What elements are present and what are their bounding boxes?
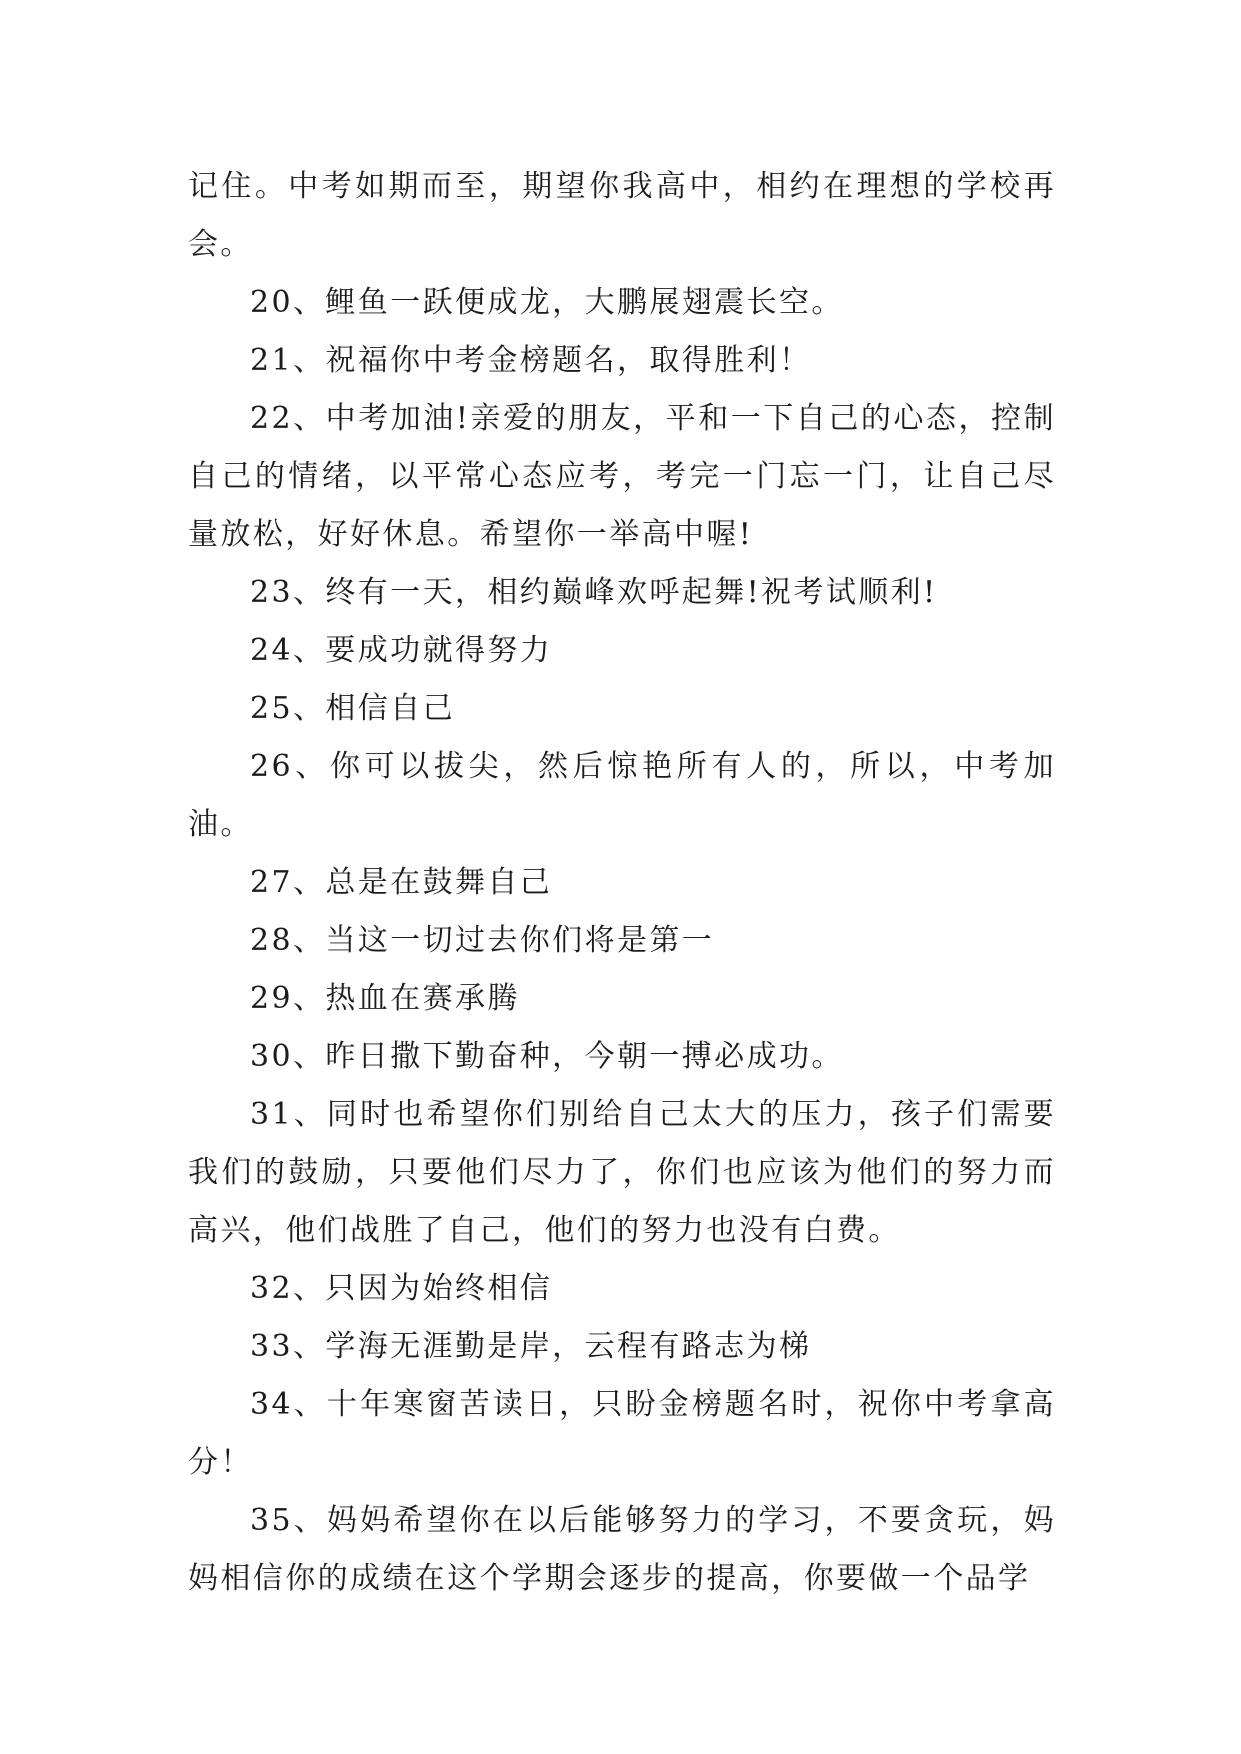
paragraph-item-24: 24、要成功就得努力 (250, 633, 553, 668)
paragraph-item-21: 21、祝福你中考金榜题名，取得胜利！ (250, 343, 812, 378)
paragraph-item-29: 29、热血在赛承腾 (250, 981, 520, 1016)
paragraph-item-22: 22、中考加油!亲爱的朋友，平和一下自己的心态，控制自己的情绪，以平常心态应考，考完一门忘一门，让自己尽量放松，好好休息。希望你一举高中喔! (188, 401, 1056, 552)
paragraph-item-34: 34、十年寒窗苦读日，只盼金榜题名时，祝你中考拿高分！ (188, 1387, 1056, 1480)
paragraph-item-23: 23、终有一天，相约巅峰欢呼起舞!祝考试顺利! (250, 575, 938, 610)
paragraph-item-28: 28、当这一切过去你们将是第一 (250, 923, 715, 958)
paragraph-item-30: 30、昨日撒下勤奋种，今朝一搏必成功。 (250, 1039, 844, 1074)
paragraph-item-32: 32、只因为始终相信 (250, 1271, 553, 1306)
paragraph-item-31: 31、同时也希望你们别给自己太大的压力，孩子们需要我们的鼓励，只要他们尽力了，你们也应该为他们的努力而高兴，他们战胜了自己，他们的努力也没有白费。 (188, 1097, 1056, 1248)
document-body (188, 158, 1056, 1608)
paragraph-item-33: 33、学海无涯勤是岸，云程有路志为梯 (250, 1329, 812, 1364)
paragraph-item-25: 25、相信自己 (250, 691, 455, 726)
paragraph-item-26: 26、你可以拔尖，然后惊艳所有人的，所以，中考加油。 (188, 749, 1056, 842)
paragraph-continuation: 记住。中考如期而至，期望你我高中，相约在理想的学校再会。 (188, 169, 1056, 262)
paragraph-item-27: 27、总是在鼓舞自己 (250, 865, 553, 900)
paragraph-item-20: 20、鲤鱼一跃便成龙，大鹏展翅震长空。 (250, 285, 844, 320)
paragraph-item-35: 35、妈妈希望你在以后能够努力的学习，不要贪玩，妈妈相信你的成绩在这个学期会逐步的提高，你要做一个品学 (188, 1503, 1056, 1596)
